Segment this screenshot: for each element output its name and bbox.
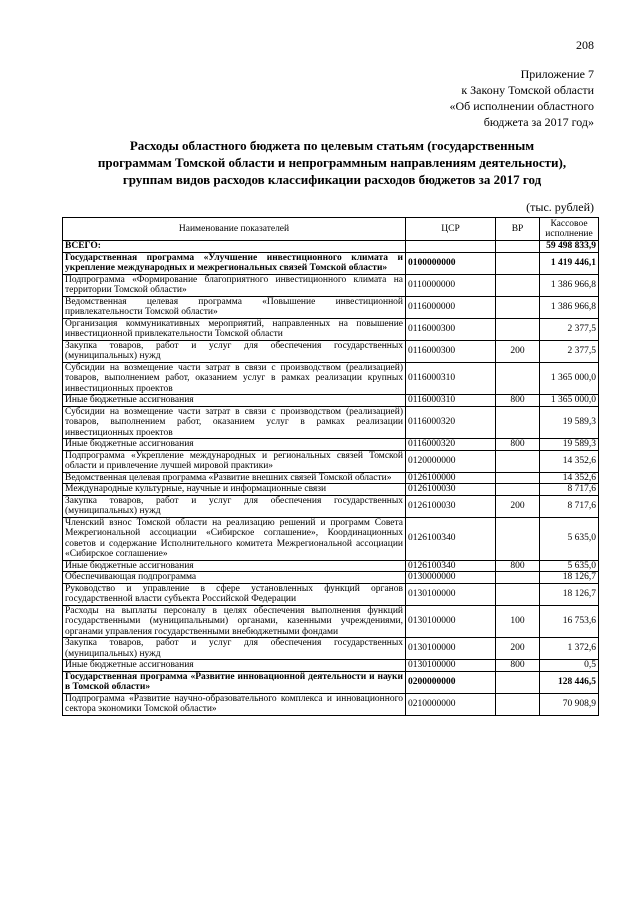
row-vr-cell: [496, 406, 540, 439]
table-row: [63, 274, 599, 296]
row-amount-cell: 1 365 000,0: [540, 395, 599, 407]
row-csr-cell: 0116000310: [406, 395, 496, 407]
row-amount-cell: 1 419 446,1: [540, 252, 599, 274]
row-csr-cell: 0126100030: [406, 495, 496, 517]
title-line: Расходы областного бюджета по целевым статьям (государственным: [129, 138, 535, 153]
row-amount-cell: 70 908,9: [540, 693, 599, 715]
table-row: [63, 560, 599, 572]
row-amount-cell: 128 446,5: [540, 671, 599, 693]
row-name-cell: Подпрограмма «Укрепление международных и региональных связей Томской области и привлечение лучшей мировой практики»: [63, 450, 406, 472]
row-amount-cell: 14 352,6: [540, 450, 599, 472]
table-row: [63, 495, 599, 517]
row-amount-cell: 2 377,5: [540, 340, 599, 362]
row-vr-cell: 800: [496, 395, 540, 407]
row-name-cell: Государственная программа «Улучшение инвестиционного климата и укрепление международных и межрегиональных связей Томской области»: [63, 252, 406, 274]
row-amount-cell: 18 126,7: [540, 572, 599, 584]
header-name: Наименование показателей: [63, 218, 406, 241]
row-csr-cell: 0200000000: [406, 671, 496, 693]
row-vr-cell: 800: [496, 660, 540, 672]
row-name-cell: Субсидии на возмещение части затрат в связи с производством (реализацией) товаров, выполнением работ, оказанием услуг в рамках реализации крупных инвестиционных проектов: [63, 362, 406, 395]
header-csr: ЦСР: [406, 218, 496, 241]
row-amount-cell: 0,5: [540, 660, 599, 672]
table-row: [63, 605, 599, 638]
row-vr-cell: [496, 450, 540, 472]
row-vr-cell: 800: [496, 439, 540, 451]
row-name-cell: Обеспечивающая подпрограмма: [63, 572, 406, 584]
header-amount: Кассовое исполнение: [540, 218, 599, 241]
row-vr-cell: 200: [496, 638, 540, 660]
row-amount-cell: 1 386 966,8: [540, 274, 599, 296]
appendix-note: [449, 66, 594, 130]
header-vr: ВР: [496, 218, 540, 241]
row-name-cell: Расходы на выплаты персоналу в целях обеспечения выполнения функций государственными (муниципальными) органами, казенными учреждениями, органами управления государственными внебюджетными фондами: [63, 605, 406, 638]
row-amount-cell: 5 635,0: [540, 517, 599, 560]
title-line: группам видов расходов классификации расходов бюджетов за 2017 год: [122, 172, 542, 187]
row-vr-cell: [496, 362, 540, 395]
row-amount-cell: 1 365 000,0: [540, 362, 599, 395]
row-amount-cell: 2 377,5: [540, 318, 599, 340]
row-vr-cell: [496, 517, 540, 560]
row-csr-cell: 0130000000: [406, 572, 496, 584]
table-row: [63, 252, 599, 274]
row-amount-cell: 19 589,3: [540, 439, 599, 451]
row-vr-cell: 200: [496, 495, 540, 517]
row-name-cell: Ведомственная целевая программа «Развитие внешних связей Томской области»: [63, 472, 406, 484]
row-csr-cell: 0100000000: [406, 252, 496, 274]
row-amount-cell: 1 386 966,8: [540, 296, 599, 318]
row-csr-cell: 0130100000: [406, 660, 496, 672]
table-row: [63, 340, 599, 362]
row-csr-cell: 0126100340: [406, 560, 496, 572]
row-vr-cell: [496, 318, 540, 340]
table-row: [63, 439, 599, 451]
table-row: [63, 318, 599, 340]
row-csr-cell: 0126100030: [406, 484, 496, 496]
table-row: [63, 450, 599, 472]
row-name-cell: Закупка товаров, работ и услуг для обеспечения государственных (муниципальных) нужд: [63, 495, 406, 517]
table-row: [63, 472, 599, 484]
table-row: [63, 395, 599, 407]
row-csr-cell: 0210000000: [406, 693, 496, 715]
row-name-cell: Иные бюджетные ассигнования: [63, 660, 406, 672]
row-csr-cell: 0116000000: [406, 296, 496, 318]
row-amount-cell: 59 498 833,9: [540, 241, 599, 253]
row-name-cell: Иные бюджетные ассигнования: [63, 560, 406, 572]
table-row: [63, 638, 599, 660]
row-amount-cell: 5 635,0: [540, 560, 599, 572]
row-csr-cell: [406, 241, 496, 253]
row-amount-cell: 14 352,6: [540, 472, 599, 484]
table-body: [63, 241, 599, 716]
row-name-cell: Подпрограмма «Развитие научно-образовательного комплекса и инновационного сектора экономики Томской области»: [63, 693, 406, 715]
table-row: [63, 572, 599, 584]
table-row: [63, 362, 599, 395]
row-name-cell: Закупка товаров, работ и услуг для обеспечения государственных (муниципальных) нужд: [63, 340, 406, 362]
row-csr-cell: 0110000000: [406, 274, 496, 296]
row-name-cell: Ведомственная целевая программа «Повышение инвестиционной привлекательности Томской области»: [63, 296, 406, 318]
row-csr-cell: 0130100000: [406, 583, 496, 605]
row-vr-cell: [496, 241, 540, 253]
table-row: [63, 241, 599, 253]
table-row: [63, 484, 599, 496]
table-row: [63, 406, 599, 439]
row-csr-cell: 0120000000: [406, 450, 496, 472]
row-name-cell: Субсидии на возмещение части затрат в связи с производством (реализацией) товаров, выполнением работ, оказанием услуг в рамках реализации инвестиционных проектов: [63, 406, 406, 439]
table-row: [63, 693, 599, 715]
row-name-cell: ВСЕГО:: [63, 241, 406, 253]
row-vr-cell: [496, 274, 540, 296]
row-csr-cell: 0116000320: [406, 439, 496, 451]
table-row: [63, 296, 599, 318]
appendix-line: «Об исполнении областного: [449, 99, 594, 113]
title-line: программам Томской области и непрограммным направлениям деятельности),: [97, 155, 567, 170]
row-vr-cell: [496, 472, 540, 484]
table-row: [63, 517, 599, 560]
page-number: 208: [576, 38, 594, 52]
row-name-cell: Иные бюджетные ассигнования: [63, 439, 406, 451]
row-amount-cell: 18 126,7: [540, 583, 599, 605]
row-vr-cell: 200: [496, 340, 540, 362]
row-csr-cell: 0126100340: [406, 517, 496, 560]
row-amount-cell: 8 717,6: [540, 484, 599, 496]
row-csr-cell: 0130100000: [406, 638, 496, 660]
row-csr-cell: 0116000310: [406, 362, 496, 395]
row-name-cell: Государственная программа «Развитие инновационной деятельности и науки в Томской области»: [63, 671, 406, 693]
appendix-line: Приложение 7: [520, 67, 594, 81]
row-vr-cell: [496, 484, 540, 496]
row-csr-cell: 0116000300: [406, 318, 496, 340]
row-amount-cell: 1 372,6: [540, 638, 599, 660]
row-amount-cell: 19 589,3: [540, 406, 599, 439]
row-vr-cell: [496, 572, 540, 584]
document-title: [66, 137, 598, 188]
row-name-cell: Организация коммуникативных мероприятий, направленных на повышение инвестиционной привлекательности Томской области: [63, 318, 406, 340]
row-amount-cell: 16 753,6: [540, 605, 599, 638]
row-vr-cell: 100: [496, 605, 540, 638]
row-name-cell: Руководство и управление в сфере установленных функций органов государственной власти субъекта Российской Федерации: [63, 583, 406, 605]
table-row: [63, 583, 599, 605]
row-name-cell: Подпрограмма «Формирование благоприятного инвестиционного климата на территории Томской области»: [63, 274, 406, 296]
row-vr-cell: [496, 671, 540, 693]
row-csr-cell: 0116000320: [406, 406, 496, 439]
row-vr-cell: 800: [496, 560, 540, 572]
table-header-row: [63, 218, 599, 241]
table-row: [63, 660, 599, 672]
table-row: [63, 671, 599, 693]
row-vr-cell: [496, 296, 540, 318]
row-amount-cell: 8 717,6: [540, 495, 599, 517]
row-vr-cell: [496, 252, 540, 274]
row-name-cell: Закупка товаров, работ и услуг для обеспечения государственных (муниципальных) нужд: [63, 638, 406, 660]
row-csr-cell: 0130100000: [406, 605, 496, 638]
row-name-cell: Международные культурные, научные и информационные связи: [63, 484, 406, 496]
row-csr-cell: 0126100000: [406, 472, 496, 484]
budget-table: [62, 217, 599, 716]
row-vr-cell: [496, 693, 540, 715]
appendix-line: бюджета за 2017 год»: [483, 115, 594, 129]
appendix-line: к Закону Томской области: [461, 83, 594, 97]
row-vr-cell: [496, 583, 540, 605]
row-name-cell: Иные бюджетные ассигнования: [63, 395, 406, 407]
row-name-cell: Членский взнос Томской области на реализацию решений и программ Совета Межрегиональной ассоциации «Сибирское соглашение», Координационных советов и содержание Исполнительного комитета Межрегиональной ассоциации «Сибирское соглашение»: [63, 517, 406, 560]
row-csr-cell: 0116000300: [406, 340, 496, 362]
units-label: (тыс. рублей): [526, 200, 594, 214]
